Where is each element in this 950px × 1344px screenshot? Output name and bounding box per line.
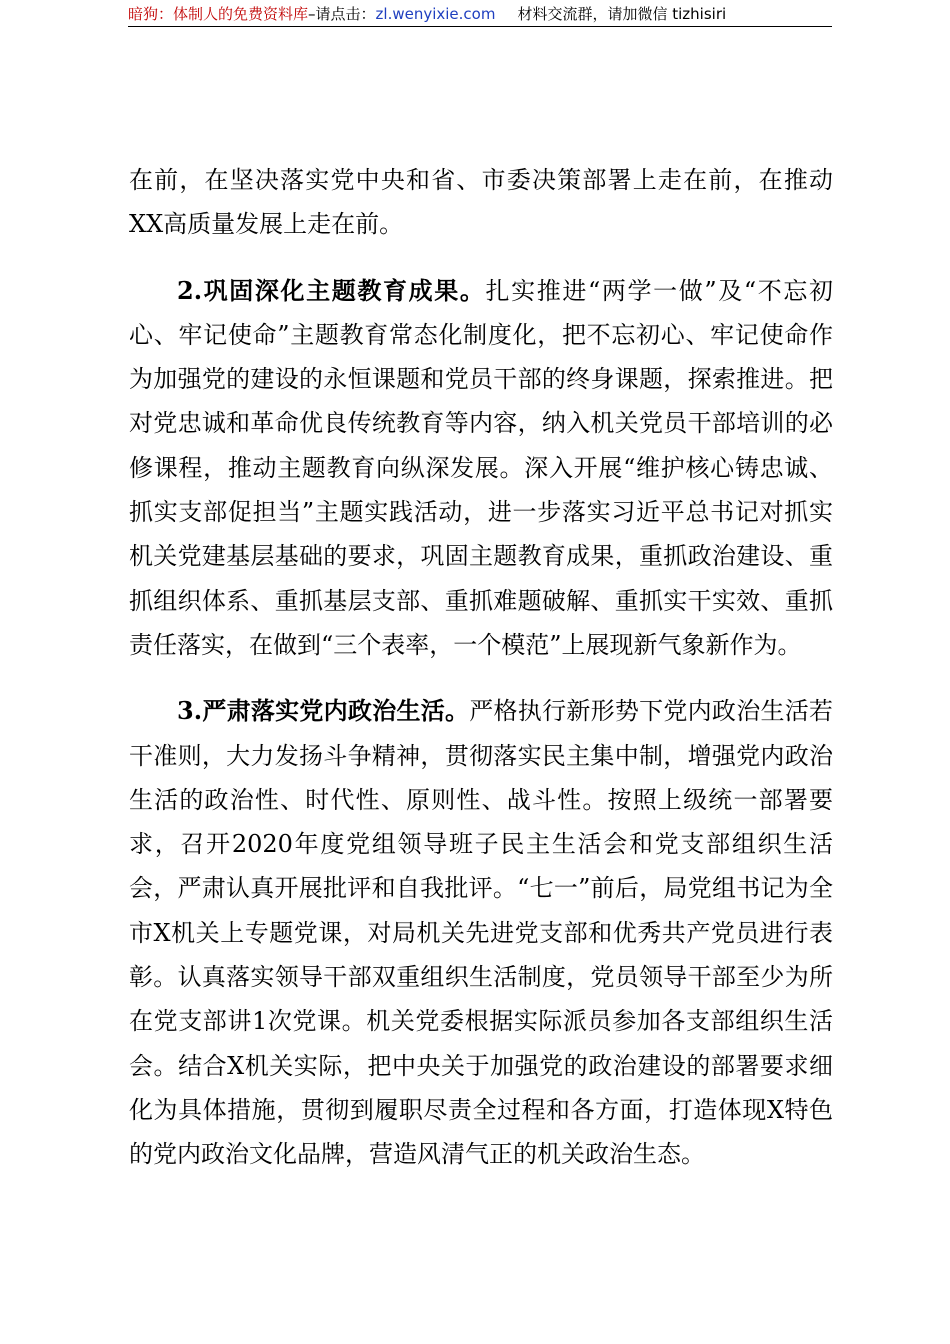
- paragraph-item-2: [129, 269, 833, 668]
- paragraph-item-3: [129, 689, 833, 1176]
- paragraph-text: 在前，在坚决落实党中央和省、市委决策部署上走在前，在推动XX高质量发展上走在前。: [129, 166, 833, 239]
- document-body: [129, 158, 833, 1177]
- header-link[interactable]: zl.wenyixie.com: [375, 5, 496, 23]
- page-header: [128, 4, 832, 27]
- header-link-prompt: –请点击：: [308, 5, 376, 23]
- paragraph-heading: 3.严肃落实党内政治生活。: [177, 696, 470, 726]
- header-contact: 材料交流群，请加微信 tizhisiri: [517, 5, 727, 23]
- paragraph-heading: 2.巩固深化主题教育成果。: [177, 275, 486, 305]
- paragraph-text: 扎实推进“两学一做”及“不忘初心、牢记使命”主题教育常态化制度化，把不忘初心、牢记使命作为加强党的建设的永恒课题和党员干部的终身课题，探索推进。把对党忠诚和革命优良传统教育等内容，纳入机关党员干部培训的必修课程，推动主题教育向纵深发展。深入开展“维护核心铸忠诚、抓实支部促担当”主题实践活动，进一步落实习近平总书记对抓实机关党建基层基础的要求，巩固主题教育成果，重抓政治建设、重抓组织体系、重抓基层支部、重抓难题破解、重抓实干实效、重抓责任落实，在做到“三个表率，一个模范”上展现新气象新作为。: [129, 276, 833, 659]
- header-site-name: 暗狗：体制人的免费资料库: [128, 5, 309, 23]
- paragraph-continuation: [129, 158, 833, 247]
- paragraph-text: 严格执行新形势下党内政治生活若干准则，大力发扬斗争精神，贯彻落实民主集中制，增强党内政治生活的政治性、时代性、原则性、战斗性。按照上级统一部署要求，召开2020年度党组领导班子民主生活会和党支部组织生活会，严肃认真开展批评和自我批评。“七一”前后，局党组书记为全市X机关上专题党课，对局机关先进党支部和优秀共产党员进行表彰。认真落实领导干部双重组织生活制度，党员领导干部至少为所在党支部讲1次党课。机关党委根据实际派员参加各支部组织生活会。结合X机关实际，把中央关于加强党的政治建设的部署要求细化为具体措施，贯彻到履职尽责全过程和各方面，打造体现X特色的党内政治文化品牌，营造风清气正的机关政治生态。: [129, 697, 834, 1169]
